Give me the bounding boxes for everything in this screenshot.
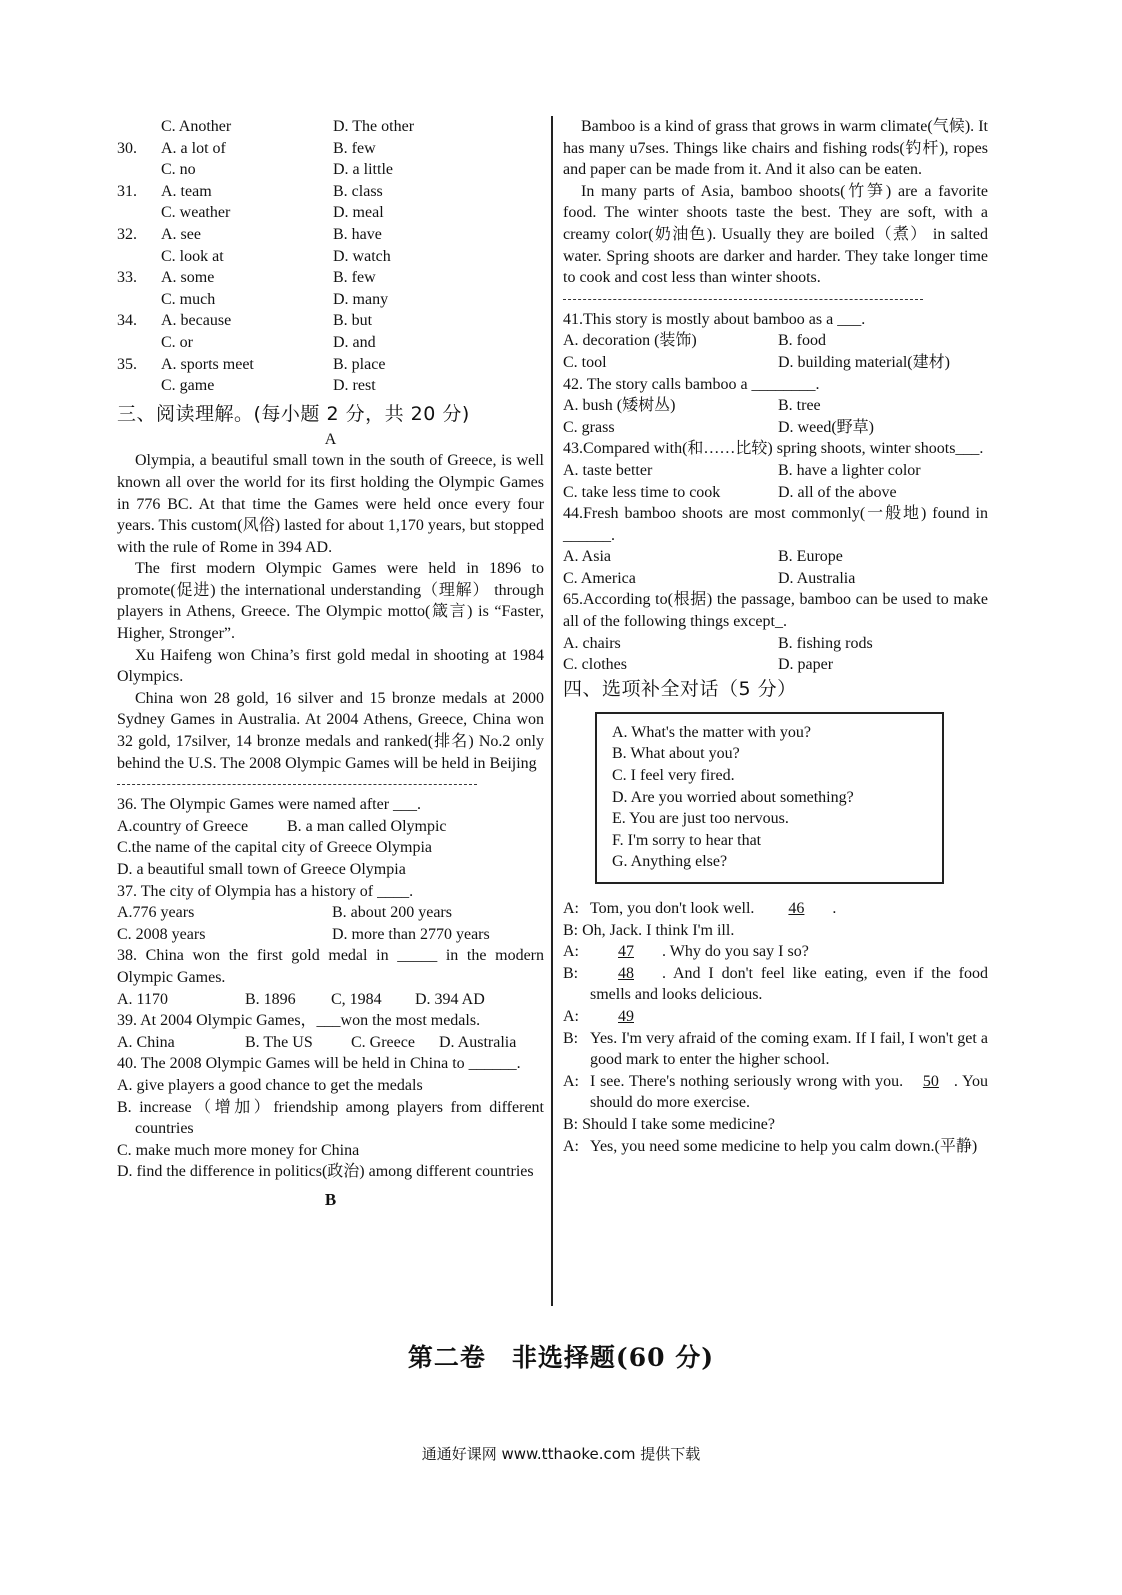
- option-second: B. place: [333, 355, 386, 373]
- option-b: B. have a lighter color: [778, 461, 921, 479]
- option-a: A. decoration (装饰): [563, 332, 697, 350]
- question-number: 35.: [117, 355, 137, 373]
- answer-blank: 50: [922, 1072, 939, 1090]
- question-42: [563, 374, 988, 439]
- cloze-option-row: [117, 354, 544, 376]
- option-b: B. fishing rods: [778, 634, 873, 652]
- option-b: B. about 200 years: [332, 904, 452, 922]
- question-44: [563, 503, 988, 589]
- answer-blank: 49: [618, 1007, 634, 1025]
- option-c: C. tool: [563, 353, 607, 371]
- box-option: A. What's the matter with you?: [612, 723, 811, 741]
- option-c: C. take less time to cook: [563, 483, 721, 501]
- option-a: A. 1170: [117, 990, 168, 1008]
- dialogue-text: . Why do you say I so?: [662, 943, 809, 961]
- option-d: D. all of the above: [778, 483, 897, 501]
- option-d: D. find the difference in politics(政治) among different countries: [117, 1163, 534, 1181]
- option-second: D. and: [333, 333, 376, 351]
- dialogue-line: [563, 941, 988, 963]
- option-a: A.776 years: [117, 904, 195, 922]
- option-d: D. building material(建材): [778, 353, 950, 371]
- answer-blank: 48: [618, 964, 634, 982]
- option-first: C. much: [161, 290, 216, 308]
- option-first: A. because: [161, 312, 232, 330]
- option-c: C. 2008 years: [117, 925, 206, 943]
- divider-line: [117, 784, 477, 785]
- question-45: [563, 589, 988, 675]
- section4-title: 四、选项补全对话（5 分）: [563, 677, 797, 700]
- question-number: [117, 246, 161, 268]
- option-d: D. more than 2770 years: [332, 925, 490, 943]
- passage-b-paragraph: Bamboo is a kind of grass that grows in warm climate(气候). It has many u7ses. Things like chairs and fishing rods(钓杆), ropes and paper can be made from it. And it also can be eaten.: [563, 118, 988, 179]
- option-first: C. Another: [161, 118, 232, 135]
- option-second: B. class: [333, 182, 383, 200]
- option-first: C. look at: [161, 247, 224, 265]
- option-first: A. see: [161, 225, 201, 243]
- question-stem: 37. The city of Olympia has a history of ____.: [117, 882, 414, 900]
- question-36: [117, 794, 544, 880]
- question-stem: 39. At 2004 Olympic Games，___won the most medals.: [117, 1012, 481, 1030]
- speaker: A:: [563, 900, 579, 917]
- option-first: C. no: [161, 161, 196, 179]
- answer-blank: 47: [618, 943, 634, 961]
- cloze-option-row: [117, 116, 544, 138]
- question-37: [117, 881, 544, 946]
- option-second: B. few: [333, 139, 376, 157]
- dialogue-text: . You should do more exercise.: [590, 1072, 989, 1112]
- cloze-option-row: [117, 181, 544, 203]
- option-c: C. make much more money for China: [117, 1141, 360, 1159]
- question-41: [563, 309, 988, 374]
- option-d: D. Australia: [439, 1033, 517, 1051]
- question-number: [117, 375, 161, 397]
- option-first: A. team: [161, 182, 212, 200]
- question-number: [117, 202, 161, 224]
- box-option: F. I'm sorry to hear that: [612, 831, 762, 849]
- part2-title: 第二卷 非选择题(60 分): [407, 1343, 715, 1372]
- speaker: B:: [563, 964, 579, 982]
- section3-title: 三、阅读理解。(每小题 2 分，共 20 分): [117, 402, 470, 425]
- option-second: B. have: [333, 225, 382, 243]
- dialogue-line: [563, 1071, 988, 1114]
- passage-a-paragraph: The first modern Olympic Games were held in 1896 to promote(促进) the international understanding（理解） through players in Athens, Greece. The Olympic motto(箴言) is “Faster, Higher, Stronger”.: [117, 560, 544, 643]
- option-second: D. watch: [333, 247, 391, 265]
- dialogue: [563, 898, 988, 1157]
- left-column: [117, 116, 544, 1211]
- question-40: [117, 1053, 544, 1183]
- option-first: C. game: [161, 377, 215, 395]
- option-d: D. Australia: [778, 569, 856, 587]
- option-b: B. increase（增加）friendship among players from different countries: [117, 1098, 544, 1138]
- option-d: D. 394 AD: [415, 990, 485, 1008]
- speaker: A:: [563, 1137, 579, 1155]
- question-stem: 41.This story is mostly about bamboo as a ___.: [563, 310, 866, 328]
- cloze-option-row: [117, 138, 544, 160]
- option-b: B. 1896: [245, 990, 296, 1008]
- speaker: A:: [563, 943, 579, 961]
- option-first: A. some: [161, 269, 215, 287]
- dialogue-options-box: [595, 712, 944, 884]
- speaker: A:: [563, 1007, 579, 1025]
- cloze-option-row: [117, 375, 544, 397]
- question-number: [117, 159, 161, 181]
- passage-b-label: B: [324, 1189, 337, 1209]
- cloze-option-row: [117, 267, 544, 289]
- cloze-options: [117, 116, 544, 397]
- question-stem: 44.Fresh bamboo shoots are most commonly(一般地) found in ______.: [563, 505, 988, 544]
- answer-blank: 46: [788, 900, 805, 917]
- option-first: A. a lot of: [161, 139, 226, 157]
- question-stem: 42. The story calls bamboo a ________.: [563, 375, 820, 393]
- speaker: A:: [563, 1072, 579, 1090]
- option-first: C. weather: [161, 204, 231, 222]
- option-a: A. taste better: [563, 461, 653, 479]
- question-number: [117, 289, 161, 311]
- question-stem: 38. China won the first gold medal in _____ in the modern Olympic Games.: [117, 947, 544, 986]
- passage-b-paragraph: In many parts of Asia, bamboo shoots(竹笋) are a favorite food. The winter shoots taste the best. They are soft, with a creamy color(奶油色). Usually they are boiled（煮） in salted water. Spring shoots are darker and harder. They take longer time to cook and cost less than winter shoots.: [563, 182, 988, 287]
- option-second: B. but: [333, 312, 373, 330]
- option-b: B. tree: [778, 397, 821, 415]
- dialogue-text: I see. There's nothing seriously wrong with you.: [590, 1072, 904, 1090]
- option-second: D. many: [333, 290, 389, 308]
- dialogue-line: [563, 963, 988, 1006]
- dialogue-text: Yes, you need some medicine to help you calm down.(平静): [590, 1137, 978, 1155]
- option-a: A. bush (矮树丛): [563, 397, 676, 415]
- dialogue-line: A: Tom, you don't look well. 46 .: [563, 898, 988, 920]
- question-number: 34.: [117, 312, 137, 330]
- option-d: D. paper: [778, 656, 834, 674]
- option-c: C. clothes: [563, 656, 627, 674]
- option-a: A. Asia: [563, 548, 611, 566]
- option-b: B. a man called Olympic: [287, 817, 447, 835]
- option-a: A.country of Greece: [117, 817, 249, 835]
- question-number: 31.: [117, 182, 137, 200]
- cloze-option-row: [117, 159, 544, 181]
- option-b: B. The US: [245, 1033, 313, 1051]
- cloze-option-row: [117, 289, 544, 311]
- passage-a-paragraph: China won 28 gold, 16 silver and 15 bronze medals at 2000 Sydney Games in Australia. At 2004 Athens, Greece, China won 32 gold, 17silver, 14 bronze medals and ranked(排名) No.2 only behind the U.S. The 2008 Olympic Games will be held in Beijing: [117, 689, 544, 772]
- question-stem: 40. The 2008 Olympic Games will be held in China to ______.: [117, 1055, 521, 1073]
- speaker: B:: [563, 1029, 579, 1047]
- box-option: G. Anything else?: [612, 853, 728, 871]
- page-footer: 通通好课网 www.tthaoke.com 提供下载: [421, 1445, 701, 1463]
- option-d: D. a beautiful small town of Greece Olympia: [117, 861, 406, 878]
- option-a: A. give players a good chance to get the medals: [117, 1076, 423, 1094]
- dialogue-line: [563, 1028, 988, 1071]
- dialogue-text: Tom, you don't look well.: [590, 900, 755, 917]
- question-stem: 65.According to(根据) the passage, bamboo can be used to make all of the following things except_.: [563, 591, 988, 631]
- speaker: B:: [563, 921, 579, 939]
- option-a: A. chairs: [563, 634, 621, 652]
- cloze-option-row: [117, 310, 544, 332]
- passage-a-label: A: [324, 430, 337, 448]
- column-divider: [551, 116, 553, 1306]
- speaker: B:: [563, 1115, 579, 1133]
- box-option: E. You are just too nervous.: [612, 810, 789, 828]
- option-second: B. few: [333, 269, 376, 287]
- option-first: C. or: [161, 333, 193, 351]
- cloze-option-row: [117, 246, 544, 268]
- option-b: B. Europe: [778, 548, 843, 566]
- box-option: C. I feel very fired.: [612, 767, 735, 785]
- option-second: D. rest: [333, 377, 376, 395]
- box-option: D. Are you worried about something?: [612, 788, 854, 806]
- dialogue-text: Yes. I'm very afraid of the coming exam. If I fail, I won't get a good mark to enter the higher school.: [590, 1029, 988, 1069]
- option-first: A. sports meet: [161, 355, 254, 373]
- question-stem: 43.Compared with(和……比较) spring shoots, winter shoots___.: [563, 440, 984, 458]
- option-d: D. weed(野草): [778, 418, 874, 436]
- question-number: 32.: [117, 225, 137, 243]
- option-a: A. China: [117, 1033, 175, 1051]
- dialogue-line: [563, 1006, 988, 1028]
- option-c: C. Greece: [351, 1033, 415, 1051]
- option-c: C. grass: [563, 418, 615, 436]
- question-43: [563, 438, 988, 503]
- dialogue-text: . And I don't feel like eating, even if the food smells and looks delicious.: [590, 964, 988, 1004]
- option-second: D. a little: [333, 161, 393, 179]
- question-number: [117, 116, 161, 138]
- question-38: [117, 945, 544, 1010]
- dialogue-text: Oh, Jack. I think I'm ill.: [582, 921, 735, 939]
- question-number: [117, 332, 161, 354]
- dialogue-line: [563, 920, 988, 942]
- option-b: B. food: [778, 332, 826, 350]
- cloze-option-row: [117, 224, 544, 246]
- option-c: C. America: [563, 569, 636, 587]
- question-number: 30.: [117, 139, 137, 157]
- box-option: B. What about you?: [612, 745, 740, 763]
- dialogue-text: Should I take some medicine?: [582, 1115, 775, 1133]
- option-second: D. The other: [333, 118, 415, 135]
- dialogue-line: [563, 1136, 988, 1158]
- option-c: C.the name of the capital city of Greece Olympia: [117, 839, 432, 857]
- cloze-option-row: [117, 332, 544, 354]
- question-stem: 36. The Olympic Games were named after ___.: [117, 796, 422, 814]
- option-second: D. meal: [333, 204, 384, 222]
- passage-a-paragraph: Olympia, a beautiful small town in the south of Greece, is well known all over the world for its first holding the Olympic Games in 776 BC. At that time the Games were held once every four years. This custom(风俗) lasted for about 1,170 years, but stopped with the rule of Rome in 394 AD.: [117, 452, 544, 556]
- passage-a-paragraph: Xu Haifeng won China’s first gold medal in shooting at 1984 Olympics.: [117, 646, 544, 686]
- cloze-option-row: [117, 202, 544, 224]
- divider-line: [563, 299, 923, 300]
- dialogue-line: [563, 1114, 988, 1136]
- right-column: [563, 116, 988, 1157]
- question-number: 33.: [117, 269, 137, 287]
- option-c: C, 1984: [331, 990, 382, 1008]
- question-39: [117, 1010, 544, 1053]
